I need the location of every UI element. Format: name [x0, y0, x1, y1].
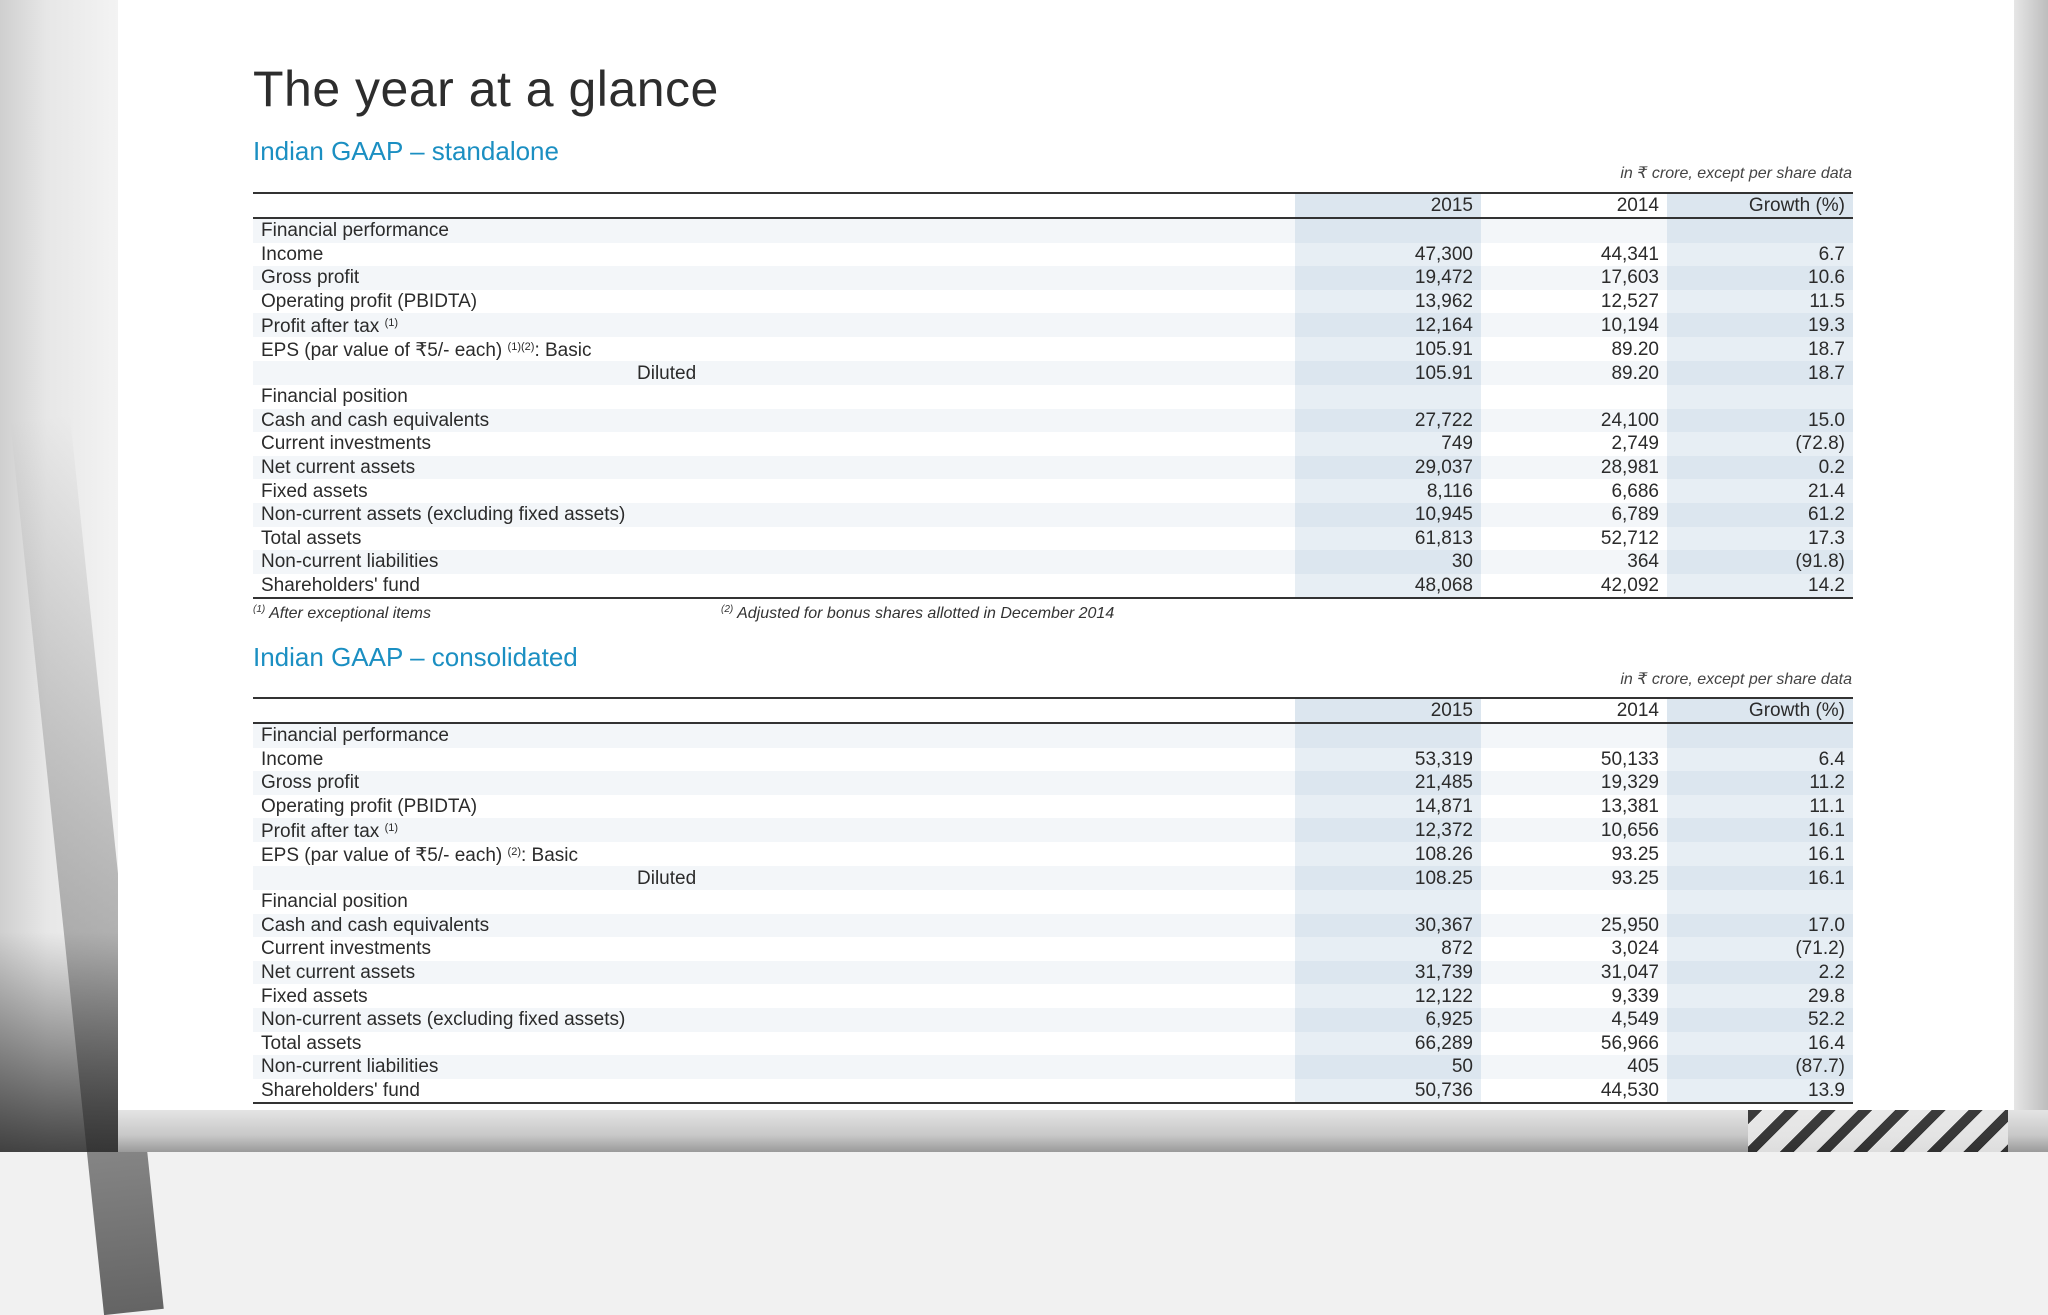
value-2015: 108.25	[1295, 866, 1481, 890]
value-growth: 16.1	[1667, 842, 1853, 866]
table-row	[253, 771, 1853, 795]
value-growth: (87.7)	[1667, 1055, 1853, 1079]
row-label: Fixed assets	[253, 479, 1295, 503]
value-2015: 12,122	[1295, 984, 1481, 1008]
value-growth: 18.7	[1667, 361, 1853, 385]
row-label: Diluted	[253, 866, 1295, 890]
column-header-label	[253, 698, 1295, 723]
footnote-2: $^{(2)}$ Adjusted for bonus shares allotted in December 2014	[721, 604, 1115, 622]
value-2015: 749	[1295, 432, 1481, 456]
value-2015: 105.91	[1295, 361, 1481, 385]
value-2014: 12,527	[1481, 290, 1667, 314]
row-label: Non-current liabilities	[253, 550, 1295, 574]
standalone-unit-note: in ₹ crore, except per share data	[1620, 165, 1852, 182]
value-2014: 31,047	[1481, 961, 1667, 985]
row-label: Net current assets	[253, 456, 1295, 480]
value-2014: 44,530	[1481, 1079, 1667, 1104]
row-label: Fixed assets	[253, 984, 1295, 1008]
table-row	[253, 1008, 1853, 1032]
value-growth	[1667, 723, 1853, 748]
standalone-table-body	[253, 218, 1853, 598]
value-2014	[1481, 723, 1667, 748]
value-2014: 56,966	[1481, 1032, 1667, 1056]
consolidated-table	[253, 697, 1853, 1104]
table-row	[253, 914, 1853, 938]
background-bottom-band	[118, 1110, 2048, 1152]
value-2015: 105.91	[1295, 337, 1481, 361]
table-row	[253, 361, 1853, 385]
standalone-footnotes	[253, 604, 1853, 624]
value-2015: 6,925	[1295, 1008, 1481, 1032]
value-growth: 11.2	[1667, 771, 1853, 795]
table-row	[253, 1079, 1853, 1104]
value-2015: 50,736	[1295, 1079, 1481, 1104]
table-row	[253, 1032, 1853, 1056]
value-growth: 6.4	[1667, 748, 1853, 772]
value-growth: 29.8	[1667, 984, 1853, 1008]
value-growth: 14.2	[1667, 574, 1853, 599]
row-label: Operating profit (PBIDTA)	[253, 795, 1295, 819]
table-row	[253, 550, 1853, 574]
table-row	[253, 818, 1853, 842]
row-label: Cash and cash equivalents	[253, 914, 1295, 938]
table-row	[253, 723, 1853, 748]
table-row	[253, 866, 1853, 890]
value-2014: 6,789	[1481, 503, 1667, 527]
value-2015: 8,116	[1295, 479, 1481, 503]
row-label: Operating profit (PBIDTA)	[253, 290, 1295, 314]
table-header-row	[253, 193, 1853, 218]
value-2015: 48,068	[1295, 574, 1481, 599]
table-row	[253, 574, 1853, 599]
footnote-1: $^{(1)}$ After exceptional items	[253, 604, 431, 622]
table-row	[253, 748, 1853, 772]
table-row	[253, 890, 1853, 914]
value-2015: 29,037	[1295, 456, 1481, 480]
table-row	[253, 795, 1853, 819]
value-2015: 61,813	[1295, 527, 1481, 551]
value-2014: 9,339	[1481, 984, 1667, 1008]
value-2015: 12,164	[1295, 313, 1481, 337]
row-label: Cash and cash equivalents	[253, 409, 1295, 433]
value-2014: 10,194	[1481, 313, 1667, 337]
value-growth: (71.2)	[1667, 937, 1853, 961]
value-growth	[1667, 890, 1853, 914]
value-growth: 16.4	[1667, 1032, 1853, 1056]
value-2015	[1295, 385, 1481, 409]
section-label: Financial performance	[253, 723, 1295, 748]
value-2014: 364	[1481, 550, 1667, 574]
table-row	[253, 842, 1853, 866]
table-row	[253, 243, 1853, 267]
value-2015: 27,722	[1295, 409, 1481, 433]
table-row	[253, 266, 1853, 290]
table-row	[253, 337, 1853, 361]
value-growth: 10.6	[1667, 266, 1853, 290]
value-growth: 17.0	[1667, 914, 1853, 938]
value-2014: 89.20	[1481, 361, 1667, 385]
value-2014	[1481, 890, 1667, 914]
value-growth: 61.2	[1667, 503, 1853, 527]
column-header-growth: Growth (%)	[1667, 193, 1853, 218]
value-2015: 31,739	[1295, 961, 1481, 985]
value-2015	[1295, 890, 1481, 914]
row-label: Gross profit	[253, 771, 1295, 795]
value-2014: 6,686	[1481, 479, 1667, 503]
value-growth: 16.1	[1667, 818, 1853, 842]
row-label: Profit after tax $^{(1)}$	[253, 313, 1295, 337]
value-2015: 21,485	[1295, 771, 1481, 795]
table-row	[253, 527, 1853, 551]
value-2015: 12,372	[1295, 818, 1481, 842]
row-label: Profit after tax $^{(1)}$	[253, 818, 1295, 842]
row-label: Current investments	[253, 432, 1295, 456]
table-row	[253, 313, 1853, 337]
value-2015: 108.26	[1295, 842, 1481, 866]
value-2015: 30,367	[1295, 914, 1481, 938]
value-2014: 93.25	[1481, 866, 1667, 890]
value-growth	[1667, 218, 1853, 243]
value-2014: 42,092	[1481, 574, 1667, 599]
value-2015: 872	[1295, 937, 1481, 961]
row-label: Income	[253, 243, 1295, 267]
row-label: Shareholders' fund	[253, 574, 1295, 599]
table-row	[253, 409, 1853, 433]
value-2015: 30	[1295, 550, 1481, 574]
value-2014: 13,381	[1481, 795, 1667, 819]
value-2014: 19,329	[1481, 771, 1667, 795]
section-label: Financial position	[253, 385, 1295, 409]
column-header-label	[253, 193, 1295, 218]
value-2014: 2,749	[1481, 432, 1667, 456]
value-growth	[1667, 385, 1853, 409]
table-row	[253, 432, 1853, 456]
value-2014: 28,981	[1481, 456, 1667, 480]
value-2015: 53,319	[1295, 748, 1481, 772]
value-growth: 15.0	[1667, 409, 1853, 433]
row-label: Diluted	[253, 361, 1295, 385]
value-growth: 17.3	[1667, 527, 1853, 551]
value-growth: 21.4	[1667, 479, 1853, 503]
value-growth: 11.5	[1667, 290, 1853, 314]
value-2014: 25,950	[1481, 914, 1667, 938]
column-header-growth: Growth (%)	[1667, 698, 1853, 723]
value-2014: 24,100	[1481, 409, 1667, 433]
table-row	[253, 1055, 1853, 1079]
section-label: Financial performance	[253, 218, 1295, 243]
page-title: The year at a glance	[253, 61, 719, 117]
consolidated-heading: Indian GAAP – consolidated	[253, 642, 578, 672]
value-2014: 93.25	[1481, 842, 1667, 866]
value-2015	[1295, 723, 1481, 748]
standalone-heading: Indian GAAP – standalone	[253, 136, 559, 166]
row-label: EPS (par value of ₹5/- each) $^{(1)(2)}$: Basic	[253, 337, 1295, 361]
row-label: Total assets	[253, 527, 1295, 551]
column-header-2015: 2015	[1295, 193, 1481, 218]
value-2015	[1295, 218, 1481, 243]
row-label: Non-current liabilities	[253, 1055, 1295, 1079]
value-growth: (91.8)	[1667, 550, 1853, 574]
consolidated-table-body	[253, 723, 1853, 1103]
value-2014: 405	[1481, 1055, 1667, 1079]
value-growth: 18.7	[1667, 337, 1853, 361]
standalone-table	[253, 192, 1853, 599]
row-label: Total assets	[253, 1032, 1295, 1056]
value-growth: (72.8)	[1667, 432, 1853, 456]
table-row	[253, 503, 1853, 527]
value-2014	[1481, 385, 1667, 409]
table-row	[253, 218, 1853, 243]
slide	[118, 0, 2014, 1110]
value-2015: 47,300	[1295, 243, 1481, 267]
value-2014: 3,024	[1481, 937, 1667, 961]
value-growth: 16.1	[1667, 866, 1853, 890]
value-2014	[1481, 218, 1667, 243]
value-2014: 17,603	[1481, 266, 1667, 290]
table-row	[253, 984, 1853, 1008]
table-row	[253, 456, 1853, 480]
row-label: Shareholders' fund	[253, 1079, 1295, 1104]
table-row	[253, 479, 1853, 503]
value-growth: 6.7	[1667, 243, 1853, 267]
value-2014: 52,712	[1481, 527, 1667, 551]
table-row	[253, 385, 1853, 409]
row-label: Non-current assets (excluding fixed assets)	[253, 503, 1295, 527]
value-growth: 19.3	[1667, 313, 1853, 337]
row-label: Net current assets	[253, 961, 1295, 985]
value-growth: 52.2	[1667, 1008, 1853, 1032]
value-growth: 0.2	[1667, 456, 1853, 480]
value-2014: 44,341	[1481, 243, 1667, 267]
column-header-2015: 2015	[1295, 698, 1481, 723]
background-right-rail	[2014, 0, 2048, 1152]
value-growth: 11.1	[1667, 795, 1853, 819]
value-2015: 14,871	[1295, 795, 1481, 819]
value-2014: 10,656	[1481, 818, 1667, 842]
table-row	[253, 290, 1853, 314]
value-2014: 50,133	[1481, 748, 1667, 772]
value-2015: 66,289	[1295, 1032, 1481, 1056]
value-growth: 2.2	[1667, 961, 1853, 985]
value-2015: 19,472	[1295, 266, 1481, 290]
value-2015: 50	[1295, 1055, 1481, 1079]
value-growth: 13.9	[1667, 1079, 1853, 1104]
value-2015: 10,945	[1295, 503, 1481, 527]
table-row	[253, 937, 1853, 961]
table-header-row	[253, 698, 1853, 723]
section-label: Financial position	[253, 890, 1295, 914]
value-2014: 4,549	[1481, 1008, 1667, 1032]
column-header-2014: 2014	[1481, 193, 1667, 218]
row-label: Non-current assets (excluding fixed assets)	[253, 1008, 1295, 1032]
value-2014: 89.20	[1481, 337, 1667, 361]
consolidated-unit-note: in ₹ crore, except per share data	[1620, 671, 1852, 688]
column-header-2014: 2014	[1481, 698, 1667, 723]
row-label: Income	[253, 748, 1295, 772]
row-label: Gross profit	[253, 266, 1295, 290]
row-label: EPS (par value of ₹5/- each) $^{(2)}$: Basic	[253, 842, 1295, 866]
table-row	[253, 961, 1853, 985]
row-label: Current investments	[253, 937, 1295, 961]
value-2015: 13,962	[1295, 290, 1481, 314]
background-left-rail	[0, 0, 118, 1152]
